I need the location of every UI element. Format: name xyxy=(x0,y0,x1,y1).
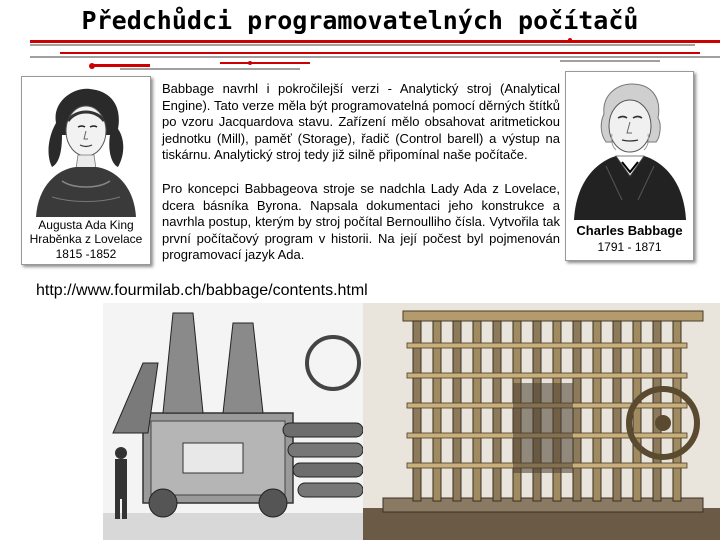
analytical-engine-photo xyxy=(363,303,720,540)
paragraph-analytical-engine: Babbage navrhl i pokročilejší verzi - Analytický stroj (Analytical Engine). Tato verze měla být programovatelná pomocí děrných štítků po vzoru Jacquardova stavu. Zařízení mělo obsahovat aritmetickou jednotku (Mill), paměť (Storage), řadič (Control barell) a výstup na tiskárnu. Analytický stroj tedy již silně připomínal naše počítače. xyxy=(162,81,560,162)
slide-title: Předchůdci programovatelných počítačů xyxy=(81,6,639,35)
babbage-portrait-card xyxy=(565,71,694,261)
babbage-portrait-image xyxy=(566,72,693,220)
ada-name-line2: Hraběnka z Lovelace xyxy=(29,232,143,246)
ada-name-line1: Augusta Ada King xyxy=(38,218,134,232)
difference-engine-photo xyxy=(103,303,365,540)
babbage-years: 1791 - 1871 xyxy=(597,240,662,254)
ada-years: 1815 -1852 xyxy=(55,247,117,261)
babbage-name: Charles Babbage xyxy=(576,223,683,238)
ada-portrait-card xyxy=(21,76,151,265)
paragraph-ada-lovelace: Pro koncepci Babbageova stroje se nadchla Lady Ada z Lovelace, dcera básníka Byrona. Napsala dokumentaci jeho konstrukce a navrhla postup, kterým by stroj počítal Bernoulliho čísla. Vytvořila tak první počítačový program v historii. Na její počest byl pojmenován programovací jazyk Ada. xyxy=(162,181,560,262)
ada-portrait-image xyxy=(22,77,150,217)
reference-link[interactable]: http://www.fourmilab.ch/babbage/contents.html xyxy=(36,282,368,299)
